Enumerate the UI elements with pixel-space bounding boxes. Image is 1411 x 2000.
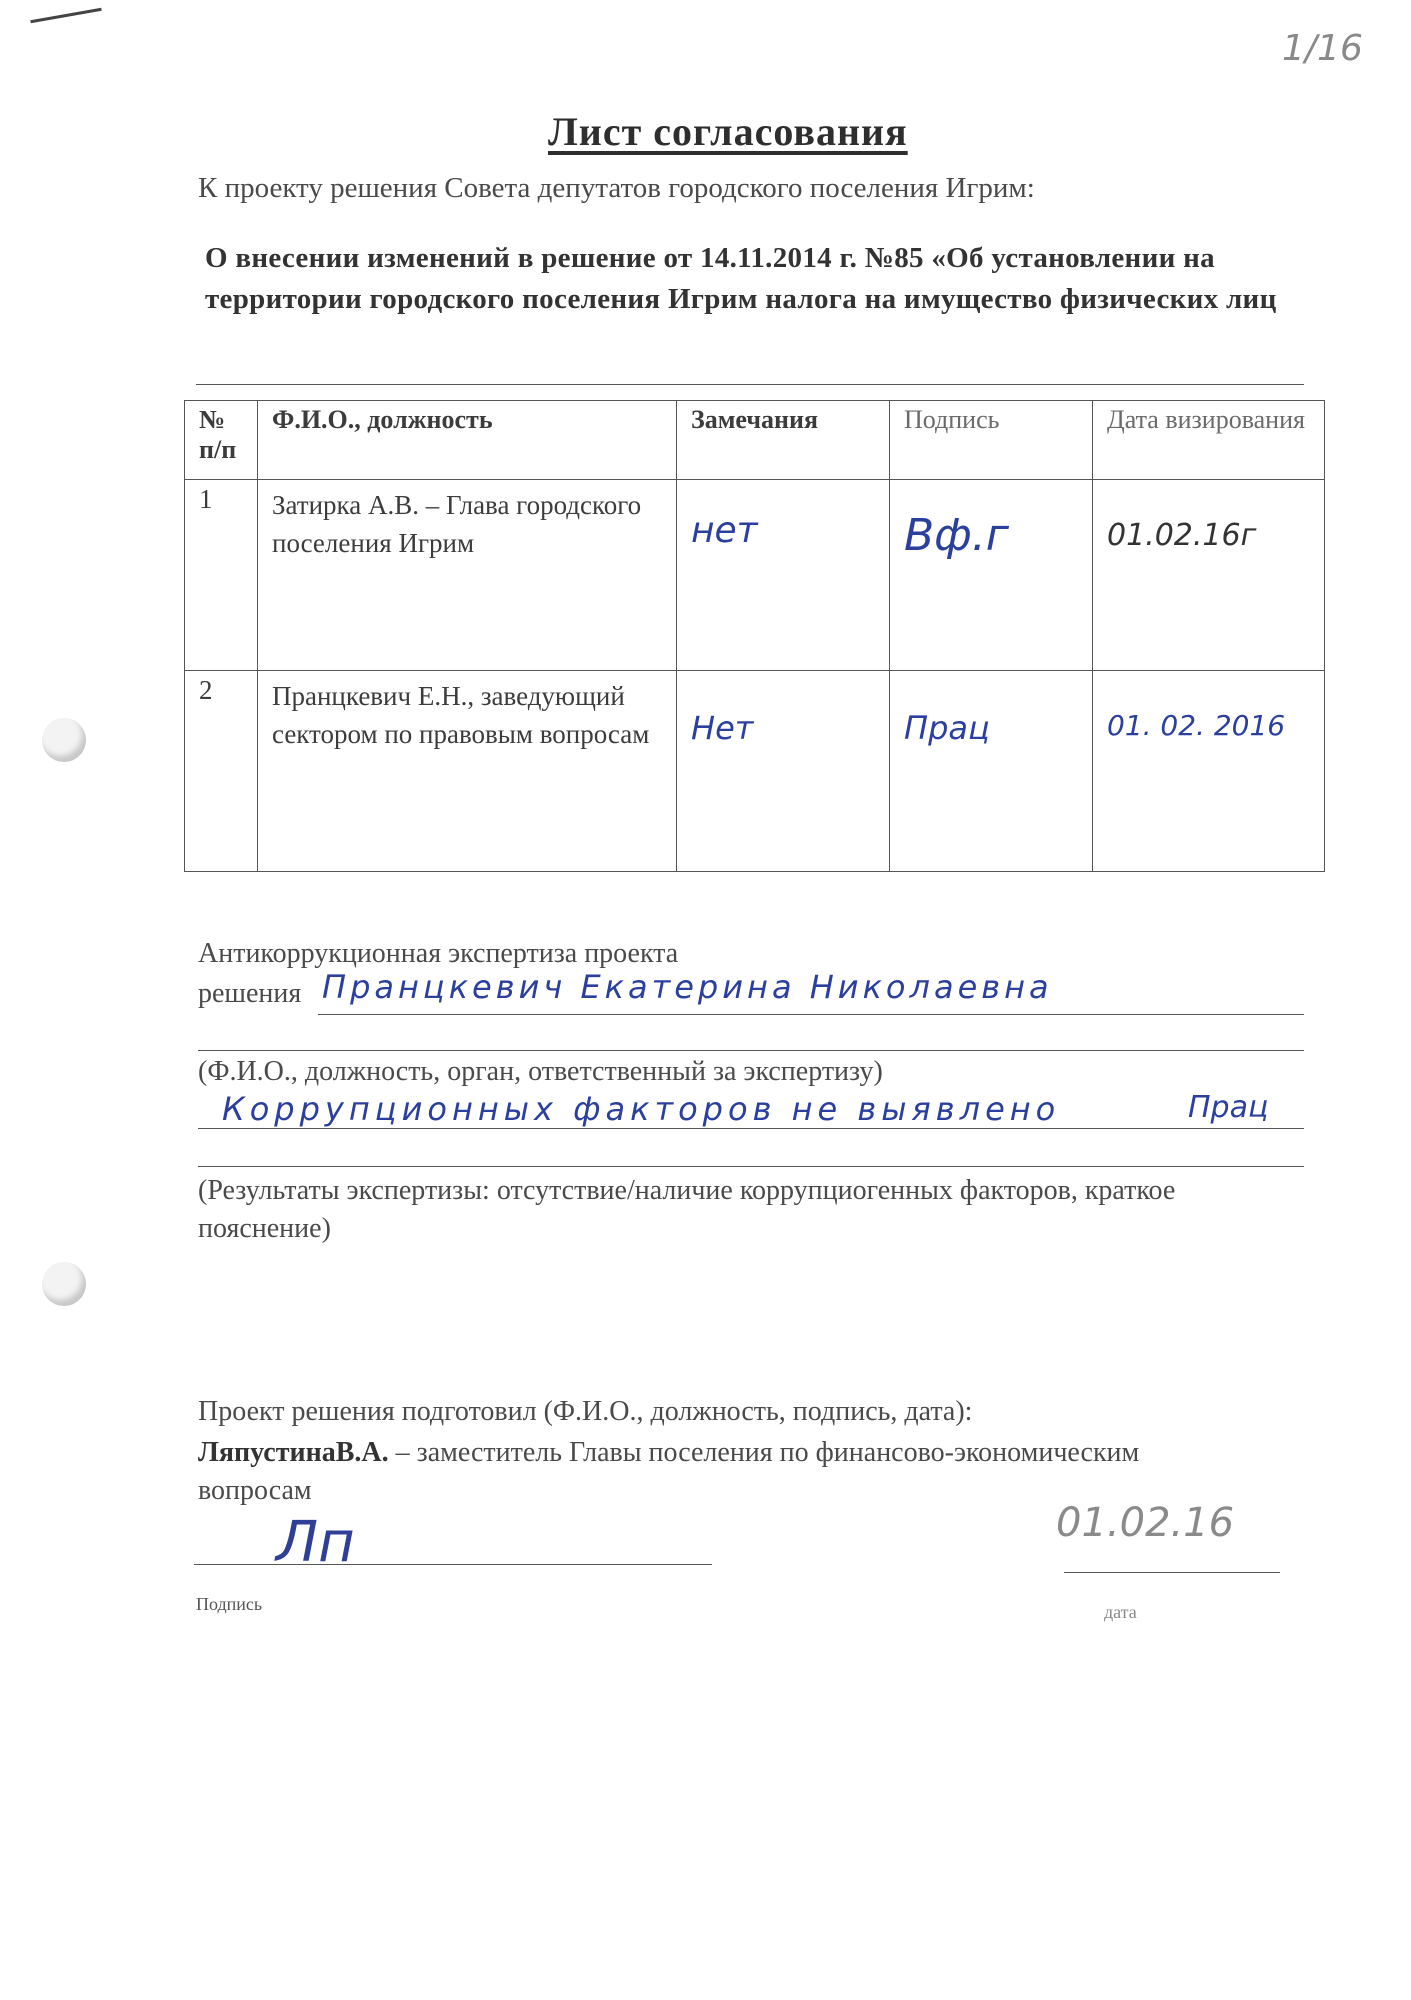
row-remarks: нет bbox=[691, 510, 758, 551]
punch-hole-bottom bbox=[42, 1262, 86, 1306]
expertise-label: Антикоррукционная экспертиза проекта bbox=[198, 938, 679, 969]
header-remarks: Замечания bbox=[677, 401, 890, 480]
row-date-cell bbox=[1093, 671, 1325, 872]
result-caption: (Результаты экспертизы: отсутствие/наличие коррупциогенных факторов, краткое пояснение) bbox=[198, 1175, 1176, 1244]
date-line bbox=[1064, 1572, 1280, 1573]
header-signature: Подпись bbox=[890, 401, 1093, 480]
row-num: 2 bbox=[185, 671, 258, 872]
preparer-position: – заместитель Главы поселения по финансово-экономическим вопросам bbox=[198, 1437, 1140, 1506]
approval-table bbox=[184, 400, 1325, 872]
row-name: Пранцкевич Е.Н., заведующий сектором по правовым вопросам bbox=[258, 671, 677, 872]
row-signature: Вф.г bbox=[904, 510, 1009, 561]
header-name: Ф.И.О., должность bbox=[258, 401, 677, 480]
expert-name-line-2 bbox=[198, 1050, 1304, 1051]
heading-rule bbox=[196, 384, 1304, 385]
expertise-prefix: решения bbox=[198, 978, 302, 1009]
prepared-by bbox=[198, 1434, 1198, 1510]
row-remarks: Нет bbox=[691, 709, 754, 747]
prepared-label: Проект решения подготовил (Ф.И.О., должность, подпись, дата): bbox=[198, 1396, 973, 1427]
subtitle: К проекту решения Совета депутатов городского поселения Игрим: bbox=[198, 172, 1035, 204]
result-line bbox=[198, 1128, 1304, 1129]
expertise-result: Коррупционных факторов не выявлено bbox=[222, 1090, 1061, 1128]
preparer-name: ЛяпустинаВ.А. bbox=[198, 1437, 389, 1468]
scan-mark bbox=[30, 8, 101, 23]
row-date-cell bbox=[1093, 480, 1325, 671]
result-line-2 bbox=[198, 1166, 1304, 1167]
prepared-date: 01.02.16 bbox=[1056, 1500, 1235, 1546]
table-row bbox=[185, 671, 1325, 872]
row-date: 01. 02. 2016 bbox=[1107, 709, 1286, 742]
page-mark: 1/16 bbox=[1282, 28, 1363, 69]
row-remarks-cell bbox=[677, 480, 890, 671]
header-date: Дата визирования bbox=[1093, 401, 1325, 480]
row-date: 01.02.16г bbox=[1107, 518, 1257, 553]
row-remarks-cell bbox=[677, 671, 890, 872]
table-header-row bbox=[185, 401, 1325, 480]
row-signature: Прац bbox=[904, 709, 990, 747]
date-caption: дата bbox=[1104, 1602, 1137, 1622]
expertise-result-signature: Прац bbox=[1188, 1090, 1269, 1125]
signature-caption: Подпись bbox=[196, 1594, 263, 1614]
row-name: Затирка А.В. – Глава городского поселения Игрим bbox=[258, 480, 677, 671]
expert-name-line bbox=[318, 1014, 1304, 1015]
expert-name: Пранцкевич Екатерина Николаевна bbox=[322, 968, 1053, 1006]
row-num: 1 bbox=[185, 480, 258, 671]
row-signature-cell bbox=[890, 671, 1093, 872]
page-title: Лист согласования bbox=[548, 109, 908, 154]
expert-caption: (Ф.И.О., должность, орган, ответственный за экспертизу) bbox=[198, 1056, 883, 1087]
decision-heading: О внесении изменений в решение от 14.11.2014 г. №85 «Об установлении на территории городского поселения Игрим налога на имущество физических лиц bbox=[205, 242, 1277, 315]
header-num: № п/п bbox=[185, 401, 258, 480]
preparer-signature: Лп bbox=[276, 1510, 355, 1575]
table-row bbox=[185, 480, 1325, 671]
punch-hole-top bbox=[42, 718, 86, 762]
signature-line bbox=[194, 1564, 712, 1565]
row-signature-cell bbox=[890, 480, 1093, 671]
